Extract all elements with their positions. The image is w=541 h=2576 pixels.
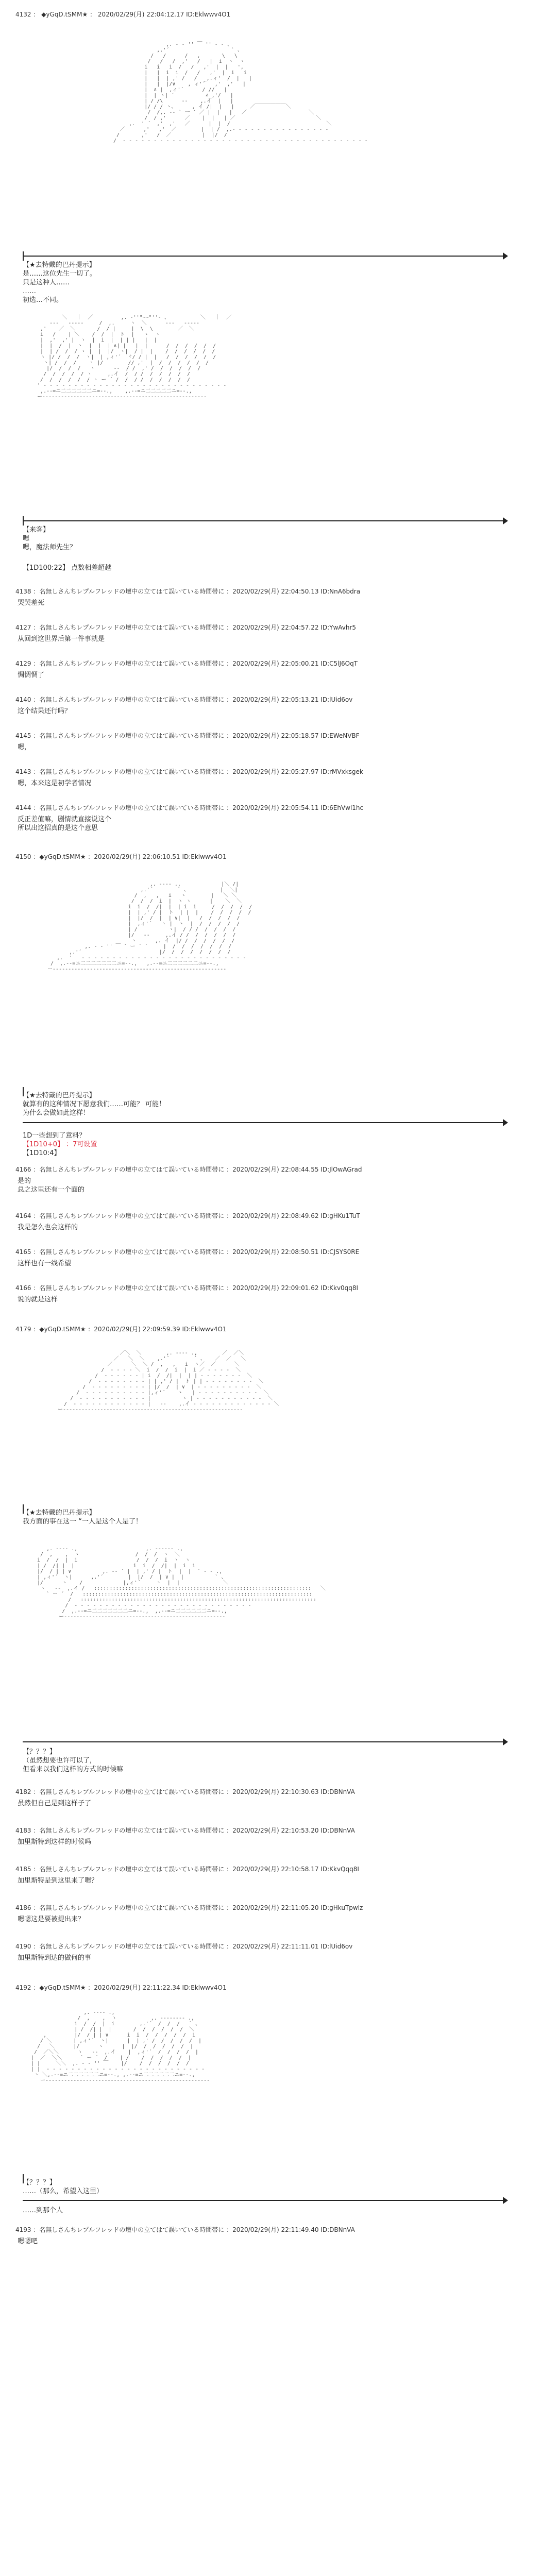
post-number: 4132 xyxy=(15,11,31,18)
post-author: 名無しさんちレプルフレッドの壇中の立てはて誤いている時間帯に xyxy=(39,1284,225,1292)
post-number: 4192 xyxy=(15,1984,31,1991)
divider-arrow xyxy=(23,1741,507,1742)
reply-post: 4166 ：名無しさんちレプルフレッドの壇中の立てはて誤いている時間帯に ：2020/02/29(月) 22:09:01.62 ID:Kkv0qq8I 说的就是这样 xyxy=(15,1284,526,1304)
post-number: 4140 xyxy=(15,696,31,703)
post-number: 4190 xyxy=(15,1943,31,1950)
post-text: 加里斯特是到这里来了嗯？ xyxy=(18,1877,98,1885)
post-id[interactable]: ID:Eklwwv4O1 xyxy=(182,1326,227,1333)
post-author: 名無しさんちレプルフレッドの壇中の立てはて誤いている時間帯に xyxy=(39,1212,225,1219)
post-date: 2020/02/29(月) 22:05:18.57 xyxy=(232,732,319,739)
reply-post: 4190 ：名無しさんちレプルフレッドの壇中の立てはて誤いている時間帯に ：2020/02/29(月) 22:11:11.01 ID:lUid6ov 加里斯特到达的做何的事 xyxy=(15,1942,526,1962)
post-date: 2020/02/29(月) 22:05:00.21 xyxy=(232,660,319,667)
post-id[interactable]: ID:KkvQqq8I xyxy=(320,1866,359,1873)
post-number: 4193 xyxy=(15,2226,31,2233)
post-date: 2020/02/29(月) 22:10:30.63 xyxy=(232,1788,319,1795)
dialogue-line: 嗯，魔法师先生？ xyxy=(23,544,77,551)
post-number: 4164 xyxy=(15,1212,31,1219)
post-text: 这个结果还行吗？ xyxy=(18,707,72,715)
post-author: 名無しさんちレプルフレッドの壇中の立てはて誤いている時間帯に xyxy=(39,660,225,667)
post-author: 名無しさんちレプルフレッドの壇中の立てはて誤いている時間帯に xyxy=(39,1248,225,1256)
ascii-art: ／＼ ＼ ,. -‐‐- ., ／ ／＼ ／ ＼ ＼ ,.'´ ` 、 ／ ／ ＼ ／ ＼ ＼ / , , i ヽ／ ／ ＼ / ‐ ‐ ‐ ‐ ＼ i / / i | i ／ ‐ ‐ ‐ ‐ ＼ / ‐ ‐ ‐ ‐ ‐ ‐ | i / /| | | | ‐ ‐ ‐ ‐ ‐ ‐ ‐ ＼ / ‐ ‐ ‐ ‐ ‐ ‐ ‐ ‐ | | ,' / | ト | | ‐ ‐ ‐ ‐ ‐ ‐ ‐ ‐ ＼ / ‐ ‐ ‐ ‐ ‐ ‐ ‐ ‐ ‐ | |/ / | ∨ | ‐ ‐ ‐ ‐ ‐ ‐ ‐ ‐ ‐ ＼ / ‐ ‐ ‐ ‐ ‐ ‐ ‐ ‐ ‐ ‐ |,ィ'´ ヽ | ‐ ‐ ‐ ‐ ‐ ‐ ‐ ‐ ‐ ‐ ＼ / ‐ ‐ ‐ ‐ ‐ ‐ ‐ ‐ ‐ ‐ ‐ | ヽ | ‐ ‐ ‐ ‐ ‐ ‐ ‐ ‐ ‐ ‐ ‐ ＼ / ‐ ‐ ‐ ‐ ‐ ‐ ‐ ‐ ‐ ‐ ‐ ‐ | ‐- ,.イ ‐ ‐ ‐ ‐ ‐ ‐ ‐ ‐ ‐ ‐ ‐ ‐ ‐ ＼ ー‐‐‐‐‐‐‐‐‐‐‐‐‐‐‐‐‐‐‐‐‐‐‐‐‐‐‐‐‐‐‐‐‐‐‐‐‐‐‐‐‐‐‐‐‐‐‐‐‐‐‐‐‐‐‐‐‐‐ xyxy=(58,1350,279,1413)
dialogue-block xyxy=(23,526,76,552)
dialogue-line: 只是这种人…… xyxy=(23,279,70,286)
post-author: ◆yGqD.tSMM★ xyxy=(39,1984,86,1991)
reply-post: 4129 ：名無しさんちレプルフレッドの壇中の立てはて誤いている時間帯に ：2020/02/29(月) 22:05:00.21 ID:C5lJ6OqT 惆惆惆了 xyxy=(15,659,526,680)
reply-post: 4166 ：名無しさんちレプルフレッドの壇中の立てはて誤いている時間帯に ：2020/02/29(月) 22:08:44.55 ID:JlOwAGrad 是的 总之这里还有一个面的 xyxy=(15,1165,526,1194)
post-author: 名無しさんちレプルフレッドの壇中の立てはて誤いている時間帯に xyxy=(39,1788,225,1795)
post-text: 加里斯特到这样的时候吗 xyxy=(18,1838,92,1846)
post-id[interactable]: ID:CJSYS0RE xyxy=(320,1248,360,1256)
post-number: 4179 xyxy=(15,1326,31,1333)
post-number: 4138 xyxy=(15,588,31,595)
dialogue-line: 我方面的事在这一 “一人是这个人是了！ xyxy=(23,1518,142,1526)
ascii-art: ,. -‐‐- ., |＼ /| ,.'´ ` 、 | ＼| / , , i ヽ | ＼ ＼ / / / i | ヽ ヽ | ＼ ＼ i i / /| | | i i / / / / / | | ,' / | ト | | | / / / / / | |/ / | | ∨| | / / / / / | ,ィ'´ ヽ | ヽ | / / / / / | / ヽ| / / / / / / / |/ ‐- ,.イ / / / / / / / ヽ ,. イ |/ / / / / / / ,. - ‐ '' ￣ ` ー ´ ´ | / / / / / / / ,.'´ |/ / / / / / / / ,. ' ‐ ‐ ‐ ‐ ‐ ‐ ‐ ‐ ‐ ‐ ‐ ‐ ‐ ‐ ‐ ‐ ‐ ‐ ‐ ‐ ‐ ‐ ‐ ‐ ‐ ‐ ‐ / ,.-‐=ニ二二二二二二二ニ=‐-., ,.-‐=ニ二二二二二二ニ=‐-., ー‐‐‐‐‐‐‐‐‐‐‐‐‐‐‐‐‐‐‐‐‐‐‐‐‐‐‐‐‐‐‐‐‐‐‐‐‐‐‐‐‐‐‐‐‐‐‐‐‐‐‐‐‐‐‐‐ xyxy=(47,882,252,972)
post-text: 这样也有一线希望 xyxy=(18,1260,72,1267)
post-header: 4179 ：◆yGqD.tSMM★ ：2020/02/29(月) 22:09:59.39 ID:Eklwwv4O1 xyxy=(15,1326,227,1333)
divider-arrow xyxy=(23,1122,507,1123)
post-id[interactable]: ID:Eklwwv4O1 xyxy=(186,11,231,18)
post-text: 说的就是这样 xyxy=(18,1296,58,1303)
post-text: 所以出这招真的是这个意思 xyxy=(18,824,98,832)
post-author: 名無しさんちレプルフレッドの壇中の立てはて誤いている時間帯に xyxy=(39,1943,225,1950)
post-date: 2020/02/29(月) 22:11:11.01 xyxy=(232,1943,319,1950)
dice-line: 1D一些想到了意料？ xyxy=(23,1132,86,1140)
post-date: 2020/02/29(月) 22:05:27.97 xyxy=(232,768,319,775)
post-author: 名無しさんちレプルフレッドの壇中の立てはて誤いている時間帯に xyxy=(39,1827,225,1834)
dialogue-block xyxy=(23,2206,63,2215)
reply-post: 4138 ：名無しさんちレプルフレッドの壇中の立てはて誤いている時間帯に ：2020/02/29(月) 22:04:50.13 ID:NnA6bdra 哭哭差死 xyxy=(15,587,526,607)
post-id[interactable]: ID:C5lJ6OqT xyxy=(320,660,358,667)
post-author: 名無しさんちレプルフレッドの壇中の立てはて誤いている時間帯に xyxy=(39,696,225,703)
post-date: 2020/02/29(月) 22:05:54.11 xyxy=(232,804,319,811)
post-id[interactable]: ID:gHkuTpwlz xyxy=(320,1904,363,1911)
post-id[interactable]: ID:DBNnVA xyxy=(320,2226,355,2233)
reply-post: 4127 ：名無しさんちレプルフレッドの壇中の立てはて誤いている時間帯に ：2020/02/29(月) 22:04:57.22 ID:YwAvhr5 从回到这世界后第一件事就是 xyxy=(15,623,526,643)
reply-post: 4185 ：名無しさんちレプルフレッドの壇中の立てはて誤いている時間帯に ：2020/02/29(月) 22:10:58.17 ID:KkvQqq8I 加里斯特是到这里来了嗯？ xyxy=(15,1865,526,1885)
post-author: 名無しさんちレプルフレッドの壇中の立てはて誤いている時間帯に xyxy=(39,2226,225,2233)
dialogue-line: 为什么会做如此这样！ xyxy=(23,1109,90,1117)
dialogue-line: 【？？？】 xyxy=(23,1748,57,1756)
dialogue-block xyxy=(23,2178,103,2196)
reply-post: 4193 ：名無しさんちレプルフレッドの壇中の立てはて誤いている時間帯に ：2020/02/29(月) 22:11:49.40 ID:DBNnVA 嗯嗯吧 xyxy=(15,2226,526,2246)
post-id[interactable]: ID:JlOwAGrad xyxy=(320,1166,362,1173)
post-text: 加里斯特到达的做何的事 xyxy=(18,1954,92,1962)
post-id[interactable]: ID:lUid6ov xyxy=(320,696,353,703)
post-number: 4150 xyxy=(15,853,31,860)
post-id[interactable]: ID:6EhVwl1hc xyxy=(320,804,364,811)
post-date: 2020/02/29(月) 22:09:59.39 xyxy=(94,1326,180,1333)
dialogue-line: 【★去特戴的巴丹提示】 xyxy=(23,1509,96,1517)
dice-line: 【1D100:22】 点数相差超越 xyxy=(23,564,112,572)
dialogue-line: 初选…不同。 xyxy=(23,296,63,304)
post-date: 2020/02/29(月) 22:05:13.21 xyxy=(232,696,319,703)
post-id[interactable]: ID:EWeNVBF xyxy=(320,732,360,739)
post-text: 总之这里还有一个面的 xyxy=(18,1186,85,1194)
post-date: 2020/02/29(月) 22:11:05.20 xyxy=(232,1904,319,1911)
ascii-art: ,. -‐‐- ., / , , ヽ ,. -‐‐‐‐‐‐- ., i / / | i ,.'´ / / / ` 、 | / /| | | / / / / / / ＼ , |/ / | | ∨ i i / / / / / i / ＼ | ,ィ'´ ヽ| | | ,' / / / / / | / ＼ |/ ヽ | |/ / / / / / | / ／＼＼ ヽ ‐- ,.イ | ,ィ'´ / / / / | | ／ ＼＼ ` ー ´ / | / / / / / / | | | ＼＼ ,. - ‐ '' ￣ |/ / / / / / / | | ‐ ‐ ‐ ‐ ‐ ‐ ‐ ‐ ‐ ‐ ‐ ‐ ‐ ‐ ‐ ‐ ‐ ‐ ‐ ‐ ‐ ‐ ‐ ‐ ‐ ‐ ヽ ＼,.-‐=ニ二二二二二二ニ=‐-., ,.-‐=ニ二二二二二二ニ=‐-., ー‐‐‐‐‐‐‐‐‐‐‐‐‐‐‐‐‐‐‐‐‐‐‐‐‐‐‐‐‐‐‐‐‐‐‐‐‐‐‐‐‐‐‐‐‐‐‐‐‐‐‐‐‐ xyxy=(31,2010,210,2083)
post-number: 4166 xyxy=(15,1284,31,1292)
post-text: 嗯，本来这是初学者情况 xyxy=(18,779,92,787)
divider-tick xyxy=(23,516,24,526)
reply-post: 4183 ：名無しさんちレプルフレッドの壇中の立てはて誤いている時間帯に ：2020/02/29(月) 22:10:53.20 ID:DBNnVA 加里斯特到这样的时候吗 xyxy=(15,1826,526,1846)
post-id[interactable]: ID:lUid6ov xyxy=(320,1943,353,1950)
dialogue-line: …… xyxy=(23,287,36,295)
reply-post: 4140 ：名無しさんちレプルフレッドの壇中の立てはて誤いている時間帯に ：2020/02/29(月) 22:05:13.21 ID:lUid6ov 这个结果还行吗？ xyxy=(15,696,526,716)
post-text: 惆惆惆了 xyxy=(18,671,45,679)
post-author: 名無しさんちレプルフレッドの壇中の立てはて誤いている時間帯に xyxy=(39,804,225,811)
post-number: 4143 xyxy=(15,768,31,775)
post-text: 虽然但自己是到这样子了 xyxy=(18,1800,92,1807)
dialogue-line: 就算有的这种情况下愿意我们……可能？ 可能！ xyxy=(23,1100,166,1108)
post-date: 2020/02/29(月) 22:09:01.62 xyxy=(232,1284,319,1292)
dialogue-block xyxy=(23,1091,165,1117)
post-id[interactable]: ID:Eklwwv4O1 xyxy=(182,853,227,860)
post-date: 2020/02/29(月) 22:10:53.20 xyxy=(232,1827,319,1834)
post-number: 4185 xyxy=(15,1866,31,1873)
post-author: 名無しさんちレプルフレッドの壇中の立てはて誤いている時間帯に xyxy=(39,768,225,775)
post-author: 名無しさんちレプルフレッドの壇中の立てはて誤いている時間帯に xyxy=(39,1166,225,1173)
post-id[interactable]: ID:gHKu1TuT xyxy=(320,1212,360,1219)
divider-tick xyxy=(23,251,24,261)
post-number: 4183 xyxy=(15,1827,31,1834)
post-text: 嗯， xyxy=(18,743,31,751)
dialogue-block xyxy=(23,1509,142,1526)
post-number: 4166 xyxy=(15,1166,31,1173)
post-date: 2020/02/29(月) 22:08:50.51 xyxy=(232,1248,319,1256)
post-author: 名無しさんちレプルフレッドの壇中の立てはて誤いている時間帯に xyxy=(39,732,225,739)
dialogue-line: ……（那么，希望入这里） xyxy=(23,2188,104,2195)
post-number: 4129 xyxy=(15,660,31,667)
post-date: 2020/02/29(月) 22:06:10.51 xyxy=(94,853,180,860)
post-number: 4186 xyxy=(15,1904,31,1911)
dialogue-line: （虽然想要也许可以了， xyxy=(23,1757,97,1765)
post-id[interactable]: ID:rMVxksgek xyxy=(320,768,363,775)
post-number: 4145 xyxy=(15,732,31,739)
post-text: 嗯嗯吧 xyxy=(18,2238,38,2245)
divider-arrow xyxy=(23,2200,507,2201)
ascii-art: ＼ ｜ ／ ,. ‐''"~~"''‐ 、 ＼ ｜ ／ ‐‐‐ ‐‐‐‐‐ / ,. ヽ ＼ ‐‐‐ ‐‐‐‐‐ ,' ／ ＼ / / | | \ \ ／ ＼ i / | ＼ / / | ト | ヽ ヽ | ,' ,' | ヽ | i | | | | | | | | / | ヽ | | | ∧| | | | / / / / / / | | / / / ヽ | | |/ ヽ| / | | / / / / / / ヽ |/ / / / ヽ| | ,ィ'´ ヾ/ / | | / / / / / / ヽ| / / / ヽ |/ // ,' | / / / / / / |/ / / / ヽ ‐- / / ,' / / / / / / / / / / / ヽ ,.イ / / / / / / / / / / / / / / ヽ ー ´ / / / / / / / / / ' ‐ ‐ ‐ ‐ ‐ ‐ ‐ ‐ ‐ ‐ ‐ ‐ ‐ ‐ ‐ ‐ ‐ ‐ ‐ ‐ ‐ ‐ ‐ ‐ ‐ ‐ ‐ ‐ ‐ ‐ ,.-‐=ニ二二二二二二ニ=‐-., ,.-‐=ニ二二二二二ニ=‐-., ー‐‐‐‐‐‐‐‐‐‐‐‐‐‐‐‐‐‐‐‐‐‐‐‐‐‐‐‐‐‐‐‐‐‐‐‐‐‐‐‐‐‐‐‐‐‐‐‐‐‐‐‐‐ xyxy=(37,315,232,400)
dice-line: 【1D10:4】 xyxy=(23,1149,61,1157)
post-author: ◆yGqD.tSMM★ xyxy=(41,11,88,18)
post-id[interactable]: ID:DBNnVA xyxy=(320,1788,355,1795)
reply-post: 4165 ：名無しさんちレプルフレッドの壇中の立てはて誤いている時間帯に ：2020/02/29(月) 22:08:50.51 ID:CJSYS0RE 这样也有一线希望 xyxy=(15,1248,526,1268)
post-date: 2020/02/29(月) 22:04:57.22 xyxy=(232,624,319,631)
post-number: 4182 xyxy=(15,1788,31,1795)
post-id[interactable]: ID:Kkv0qq8I xyxy=(320,1284,359,1292)
post-author: ◆yGqD.tSMM★ xyxy=(39,1326,86,1333)
dice-line: 【1D10+0】 ：7可设置 xyxy=(23,1141,97,1148)
post-id[interactable]: ID:NnA6bdra xyxy=(320,588,361,595)
post-text: 我是怎么也会这样的 xyxy=(18,1224,78,1231)
dice-result xyxy=(23,1131,97,1158)
post-number: 4144 xyxy=(15,804,31,811)
dialogue-line: ……到那个人 xyxy=(23,2207,63,2214)
post-date: 2020/02/29(月) 22:10:58.17 xyxy=(232,1866,319,1873)
post-author: 名無しさんちレプルフレッドの壇中の立てはて誤いている時間帯に xyxy=(39,624,225,631)
dialogue-line: 是……这位先生一切了。 xyxy=(23,270,97,278)
reply-post: 4144 ：名無しさんちレプルフレッドの壇中の立てはて誤いている時間帯に ：2020/02/29(月) 22:05:54.11 ID:6EhVwl1hc 反正差值嘛，剧情就直接说这个 所以出这招真的是这个意思 xyxy=(15,804,526,833)
dialogue-line: 【？？？】 xyxy=(23,2179,57,2187)
post-date: 2020/02/29(月) 22:08:49.62 xyxy=(232,1212,319,1219)
post-header: 4132 ： ◆yGqD.tSMM★ ： 2020/02/29(月) 22:04:12.17 ID:Eklwwv4O1 xyxy=(15,11,231,18)
post-text: 哭哭差死 xyxy=(18,599,45,607)
post-author: 名無しさんちレプルフレッドの壇中の立てはて誤いている時間帯に xyxy=(39,1866,225,1873)
dialogue-block xyxy=(23,261,96,304)
post-id[interactable]: ID:YwAvhr5 xyxy=(320,624,357,631)
ascii-art: ,. - ‐ '' ￣ '' ‐ - 、 ,.'´ ` 、 / / / , \ \ / / / ,' / | i ヽ ヽ i i i / / ,' | | ', | | i i / / ,' | i i | | | ,' / / _,.ィ' / | | | | |/∨ , ィ'´ ,' ,' | | ∧ | ,ィ'´ / // | | | ヽ| ´ ∠_,'/ | | / /\ ‐- ,.イ | | |/ / / ヽ、 , イ /| | | ／￣￣￣￣￣￣＼ / /,. -‐ ` 一 ´ ／ | | | ／ ＼ / / ,' ／ | | | ／ ＼ ,. ' ´ ,' ,' ／ | | / ＼ ／ ,' ,' ／ | | / ,.‐ ‐ - - - - - - - - - - - - - - / ,' / ／ | |/ / / ‐ ‐ ‐ ‐ ‐ ‐ ‐ ‐ ‐ ‐ ‐ ‐ ‐ ‐ ‐ ‐ ‐ ‐ ‐ ‐ ‐ ‐ ‐ ‐ ‐ ‐ ‐ ‐ ‐ ‐ ‐ ‐ ‐ ‐ ‐ ‐ ‐ ‐ ‐ ‐ xyxy=(113,42,368,144)
post-id[interactable]: ID:DBNnVA xyxy=(320,1827,355,1834)
divider-arrow xyxy=(23,520,507,521)
reply-post: 4164 ：名無しさんちレプルフレッドの壇中の立てはて誤いている時間帯に ：2020/02/29(月) 22:08:49.62 ID:gHKu1TuT 我是怎么也会这样的 xyxy=(15,1212,526,1232)
post-date: 2020/02/29(月) 22:11:22.34 xyxy=(94,1984,180,1991)
post-text: 是的 xyxy=(18,1177,31,1185)
post-number: 4127 xyxy=(15,624,31,631)
post-date: 2020/02/29(月) 22:04:50.13 xyxy=(232,588,319,595)
dice-result xyxy=(23,564,111,572)
post-id[interactable]: ID:Eklwwv4O1 xyxy=(182,1984,227,1991)
reply-post: 4182 ：名無しさんちレプルフレッドの壇中の立てはて誤いている時間帯に ：2020/02/29(月) 22:10:30.63 ID:DBNnVA 虽然但自己是到这样子了 xyxy=(15,1788,526,1808)
divider-arrow xyxy=(23,256,507,257)
post-text: 从回到这世界后第一件事就是 xyxy=(18,635,105,643)
post-date: 2020/02/29(月) 22:08:44.55 xyxy=(232,1166,319,1173)
post-number: 4165 xyxy=(15,1248,31,1256)
post-author: 名無しさんちレプルフレッドの壇中の立てはて誤いている時間帯に xyxy=(39,1904,225,1911)
post-header: 4192 ：◆yGqD.tSMM★ ：2020/02/29(月) 22:11:22.34 ID:Eklwwv4O1 xyxy=(15,1984,227,1991)
reply-post: 4143 ：名無しさんちレプルフレッドの壇中の立てはて誤いている時間帯に ：2020/02/29(月) 22:05:27.97 ID:rMVxksgek 嗯，本来这是初学者情况 xyxy=(15,768,526,788)
dialogue-line: 但看来以我们这样的方式的时候嘛 xyxy=(23,1766,124,1773)
post-author: ◆yGqD.tSMM★ xyxy=(39,853,86,860)
post-text: 嗯嗯这是要被提出来？ xyxy=(18,1916,85,1923)
dialogue-line: 【★去特戴的巴丹提示】 xyxy=(23,1092,96,1099)
post-header: 4150 ：◆yGqD.tSMM★ ：2020/02/29(月) 22:06:10.51 ID:Eklwwv4O1 xyxy=(15,853,227,860)
post-text: 反正差值嘛，剧情就直接说这个 xyxy=(18,816,112,823)
post-date: 2020/02/29(月) 22:04:12.17 xyxy=(97,11,184,18)
dialogue-line: 【★去特戴的巴丹提示】 xyxy=(23,261,96,269)
dialogue-line: 嗯 xyxy=(23,535,30,543)
dialogue-block xyxy=(23,1748,123,1774)
reply-post: 4145 ：名無しさんちレプルフレッドの壇中の立てはて誤いている時間帯に ：2020/02/29(月) 22:05:18.57 ID:EWeNVBF 嗯， xyxy=(15,732,526,752)
reply-post: 4186 ：名無しさんちレプルフレッドの壇中の立てはて誤いている時間帯に ：2020/02/29(月) 22:11:05.20 ID:gHkuTpwlz 嗯嗯这是要被提出来？ xyxy=(15,1904,526,1924)
post-date: 2020/02/29(月) 22:11:49.40 xyxy=(232,2226,319,2233)
ascii-art: ,. -‐‐- ., ,. -‐‐‐‐- ., / , , ヽ / / / ヽ ＼ i / / | i / / / i ヽ ヽ | / /| | | i i / /| | i i |/ / | | ∨ ,. -‐ ´ | | ,' / | ト | | ` ‐ - ., | ,ィ'´ ヽ| ,.'´ | |/ / | ∨ | | ` 、 |/ ヽ / |,ィ'´ ヽ | | ＼ ヽ ‐- ,.イ / :::::::::::::::::::::::::::::::::::::::::::::::::::::::::::::::::::::: ＼ ` ー ´ / :::::::::::::::::::::::::::::::::::::::::::::::::::::::::::::::::::::::::: / :::::::::::::::::::::::::::::::::::::::::::::::::::::::::::::::::::::::::::: / ‐ ‐ ‐ ‐ ‐ ‐ ‐ ‐ ‐ ‐ ‐ ‐ ‐ ‐ ‐ ‐ ‐ ‐ ‐ ‐ ‐ ‐ ‐ ‐ ‐ ‐ ‐ ‐ ‐ / ,.-‐=ニ二二二二二二二ニ=‐-., ,.-‐=ニ二二二二二二ニ=‐-., ー‐‐‐‐‐‐‐‐‐‐‐‐‐‐‐‐‐‐‐‐‐‐‐‐‐‐‐‐‐‐‐‐‐‐‐‐‐‐‐‐‐‐‐‐‐‐‐‐‐‐‐‐ xyxy=(37,1546,326,1620)
post-author: 名無しさんちレプルフレッドの壇中の立てはて誤いている時間帯に xyxy=(39,588,225,595)
dialogue-line: 【来客】 xyxy=(23,526,50,534)
